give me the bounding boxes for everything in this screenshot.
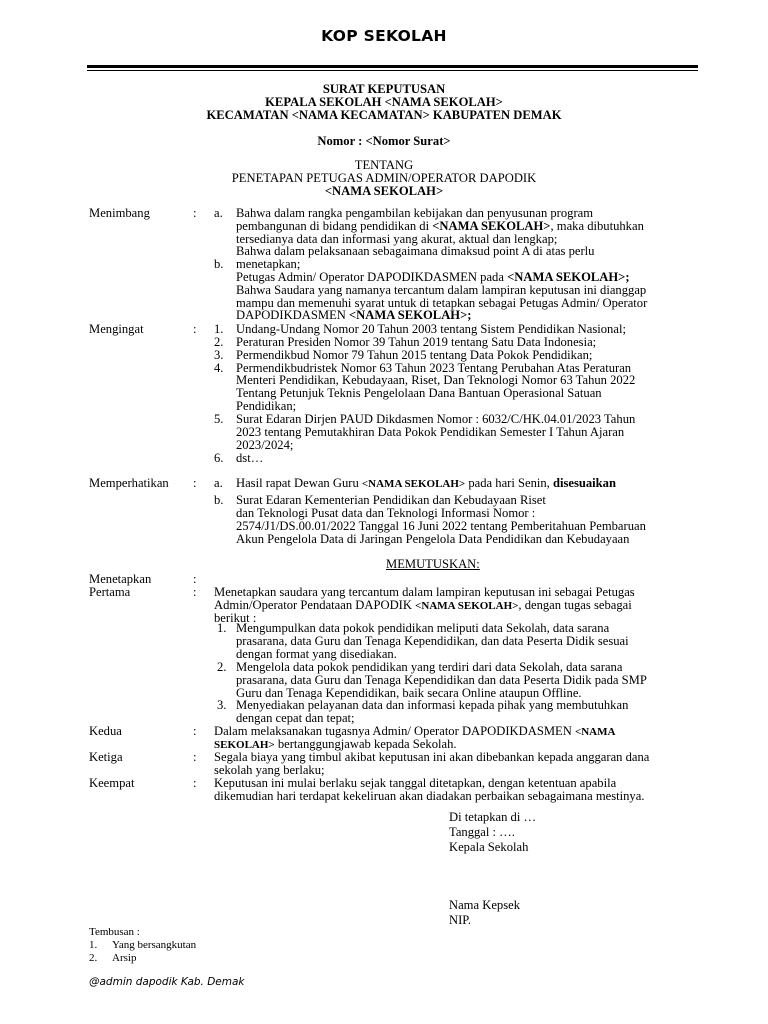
task-num: 1.: [217, 621, 227, 635]
decree-tentang: TENTANG: [354, 158, 414, 172]
memperhatikan-b-line: Akun Pengelola Data di Jaringan Pengelola Data Pendidikan dan Kebudayaan: [236, 532, 630, 546]
pertama-line: Admin/Operator Pendataan DAPODIK <NAMA SEKOLAH>, dengan tugas sebagai: [214, 598, 632, 612]
menimbang-label: Menimbang: [89, 206, 150, 220]
mengingat-item-num: 2.: [214, 335, 224, 349]
menimbang-a-line: tersedianya data dan informasi yang akurat, aktual dan lengkap;: [236, 232, 558, 246]
task-line: dengan format yang disediakan.: [236, 647, 397, 661]
memperhatikan-b-line: 2574/J1/DS.00.01/2022 Tanggal 16 Juni 2022 tentang Pemberitahuan Pembaruan: [236, 519, 646, 533]
tembusan-label: Tembusan :: [89, 926, 140, 938]
memperhatikan-a-text: Hasil rapat Dewan Guru <NAMA SEKOLAH> pada hari Senin, disesuaikan: [236, 476, 616, 490]
keempat-line: dikemudian hari terdapat kekeliruan akan diadakan perbaikan sebagaimana mestinya.: [214, 789, 645, 803]
menetapkan-label: Menetapkan: [89, 572, 152, 586]
menimbang-a-line: Bahwa dalam pelaksanaan sebagaimana dimaksud point A di atas perlu: [236, 244, 595, 258]
menimbang-b-line: DAPODIKDASMEN <NAMA SEKOLAH>;: [236, 308, 472, 322]
task-line: prasarana, data Guru dan Tenaga Kependidikan dan data Peserta Didik pada SMP: [236, 673, 647, 687]
letterhead-title: KOP SEKOLAH: [321, 27, 447, 45]
mengingat-item-line: Peraturan Presiden Nomor 39 Tahun 2019 tentang Satu Data Indonesia;: [236, 335, 597, 349]
tembusan-item-text: Arsip: [112, 952, 137, 964]
keempat-line: Keputusan ini mulai berlaku sejak tanggal ditetapkan, dengan ketentuan apabila: [214, 776, 617, 790]
menimbang-a-line: pembangunan di bidang pendidikan di <NAMA SEKOLAH>, maka dibutuhkan: [236, 219, 644, 233]
menimbang-b-marker: b.: [214, 257, 224, 271]
kedua-line: SEKOLAH> bertanggungjawab kepada Sekolah.: [214, 737, 457, 751]
memperhatikan-b-line: dan Teknologi Pusat data dan Teknologi Informasi Nomor :: [236, 506, 536, 520]
mengingat-item-num: 4.: [214, 361, 224, 375]
signature-name: Nama Kepsek: [449, 898, 520, 912]
menimbang-colon: :: [193, 206, 197, 220]
decree-title: SURAT KEPUTUSAN: [322, 82, 446, 96]
mengingat-item-num: 6.: [214, 451, 224, 465]
pertama-line: berikut :: [214, 611, 257, 625]
mengingat-item-line: Surat Edaran Dirjen PAUD Dikdasmen Nomor : 6032/C/HK.04.01/2023 Tahun: [236, 412, 636, 426]
mengingat-item-line: Undang-Undang Nomor 20 Tahun 2003 tentang Sistem Pendidikan Nasional;: [236, 322, 626, 336]
mengingat-label: Mengingat: [89, 322, 144, 336]
letterhead-rule-thin: [87, 70, 698, 71]
letterhead-rule-thick: [87, 65, 698, 68]
menimbang-b-line: mampu dan memenuhi syarat untuk di tetapkan sebagai Petugas Admin/ Operator: [236, 296, 648, 310]
memutuskan-heading: MEMUTUSKAN:: [386, 557, 480, 571]
task-line: Mengumpulkan data pokok pendidikan meliputi data Sekolah, data sarana: [236, 621, 610, 635]
mengingat-item-num: 3.: [214, 348, 224, 362]
menimbang-a-line: Bahwa dalam rangka pengambilan kebijakan dan penyusunan program: [236, 206, 594, 220]
mengingat-item-line: Permendikbudristek Nomor 63 Tahun 2023 Tentang Perubahan Atas Peraturan: [236, 361, 632, 375]
ketiga-colon: :: [193, 750, 197, 764]
ketiga-line: Segala biaya yang timbul akibat keputusan ini akan dibebankan kepada anggaran dana: [214, 750, 650, 764]
mengingat-item-line: Tentang Petunjuk Teknis Pengelolaan Dana Bantuan Operasional Satuan: [236, 386, 602, 400]
signature-place: Di tetapkan di …: [449, 810, 537, 824]
signature-date: Tanggal : ….: [449, 825, 515, 839]
kedua-line: Dalam melaksanakan tugasnya Admin/ Operator DAPODIKDASMEN <NAMA: [214, 724, 616, 738]
keempat-colon: :: [193, 776, 197, 790]
mengingat-item-line: 2023/2024;: [236, 438, 294, 452]
tembusan-item-num: 1.: [89, 939, 98, 951]
menimbang-b-line: Petugas Admin/ Operator DAPODIKDASMEN pada <NAMA SEKOLAH>;: [236, 270, 630, 284]
memperhatikan-b-line: Surat Edaran Kementerian Pendidikan dan Kebudayaan Riset: [236, 493, 546, 507]
task-num: 3.: [217, 698, 227, 712]
memperhatikan-b-marker: b.: [214, 493, 224, 507]
mengingat-colon: :: [193, 322, 197, 336]
tembusan-item-text: Yang bersangkutan: [112, 939, 197, 951]
mengingat-item-line: Menteri Pendidikan, Kebudayaan, Riset, Dan Teknologi Nomor 63 Tahun 2022: [236, 373, 636, 387]
pertama-colon: :: [193, 585, 197, 599]
task-line: prasarana, data Guru dan Tenaga Kependidikan, dan data Peserta Didik sesuai: [236, 634, 629, 648]
kedua-colon: :: [193, 724, 197, 738]
footer-credit: @admin dapodik Kab. Demak: [89, 976, 245, 988]
pertama-label: Pertama: [89, 585, 131, 599]
task-num: 2.: [217, 660, 227, 674]
menetapkan-colon: :: [193, 572, 197, 586]
task-line: Menyediakan pelayanan data dan informasi kepada pihak yang membutuhkan: [236, 698, 629, 712]
menimbang-b-line: menetapkan;: [236, 257, 301, 271]
signature-title: Kepala Sekolah: [449, 840, 529, 854]
mengingat-item-line: Permendikbud Nomor 79 Tahun 2015 tentang Data Pokok Pendidikan;: [236, 348, 593, 362]
mengingat-item-line: dst…: [236, 451, 264, 465]
ketiga-line: sekolah yang berlaku;: [214, 763, 325, 777]
mengingat-item-line: Pendidikan;: [236, 399, 297, 413]
tembusan-item-num: 2.: [89, 952, 98, 964]
mengingat-item-num: 1.: [214, 322, 224, 336]
decree-subject: PENETAPAN PETUGAS ADMIN/OPERATOR DAPODIK: [231, 171, 537, 185]
decree-issuer: KEPALA SEKOLAH <NAMA SEKOLAH>: [265, 95, 503, 109]
task-line: dengan cepat dan tepat;: [236, 711, 355, 725]
signature-nip: NIP.: [449, 913, 472, 927]
mengingat-item-num: 5.: [214, 412, 224, 426]
memperhatikan-label: Memperhatikan: [89, 476, 169, 490]
menimbang-a-marker: a.: [214, 206, 223, 220]
decree-region: KECAMATAN <NAMA KECAMATAN> KABUPATEN DEMAK: [206, 108, 562, 122]
menimbang-b-line: Bahwa Saudara yang namanya tercantum dalam lampiran keputusan ini dianggap: [236, 283, 647, 297]
task-line: Mengelola data pokok pendidikan yang terdiri dari data Sekolah, data sarana: [236, 660, 623, 674]
decree-number: Nomor : <Nomor Surat>: [317, 134, 451, 148]
mengingat-item-line: 2023 tentang Pemutakhiran Data Pokok Pendidikan Semester I Tahun Ajaran: [236, 425, 625, 439]
memperhatikan-a-marker: a.: [214, 476, 223, 490]
kedua-label: Kedua: [89, 724, 122, 738]
keempat-label: Keempat: [89, 776, 135, 790]
memperhatikan-colon: :: [193, 476, 197, 490]
decree-subject-school: <NAMA SEKOLAH>: [324, 184, 444, 198]
pertama-line: Menetapkan saudara yang tercantum dalam lampiran keputusan ini sebagai Petugas: [214, 585, 635, 599]
task-line: Guru dan Tenaga Kependidikan, baik secara Online ataupun Offline.: [236, 686, 582, 700]
ketiga-label: Ketiga: [89, 750, 123, 764]
